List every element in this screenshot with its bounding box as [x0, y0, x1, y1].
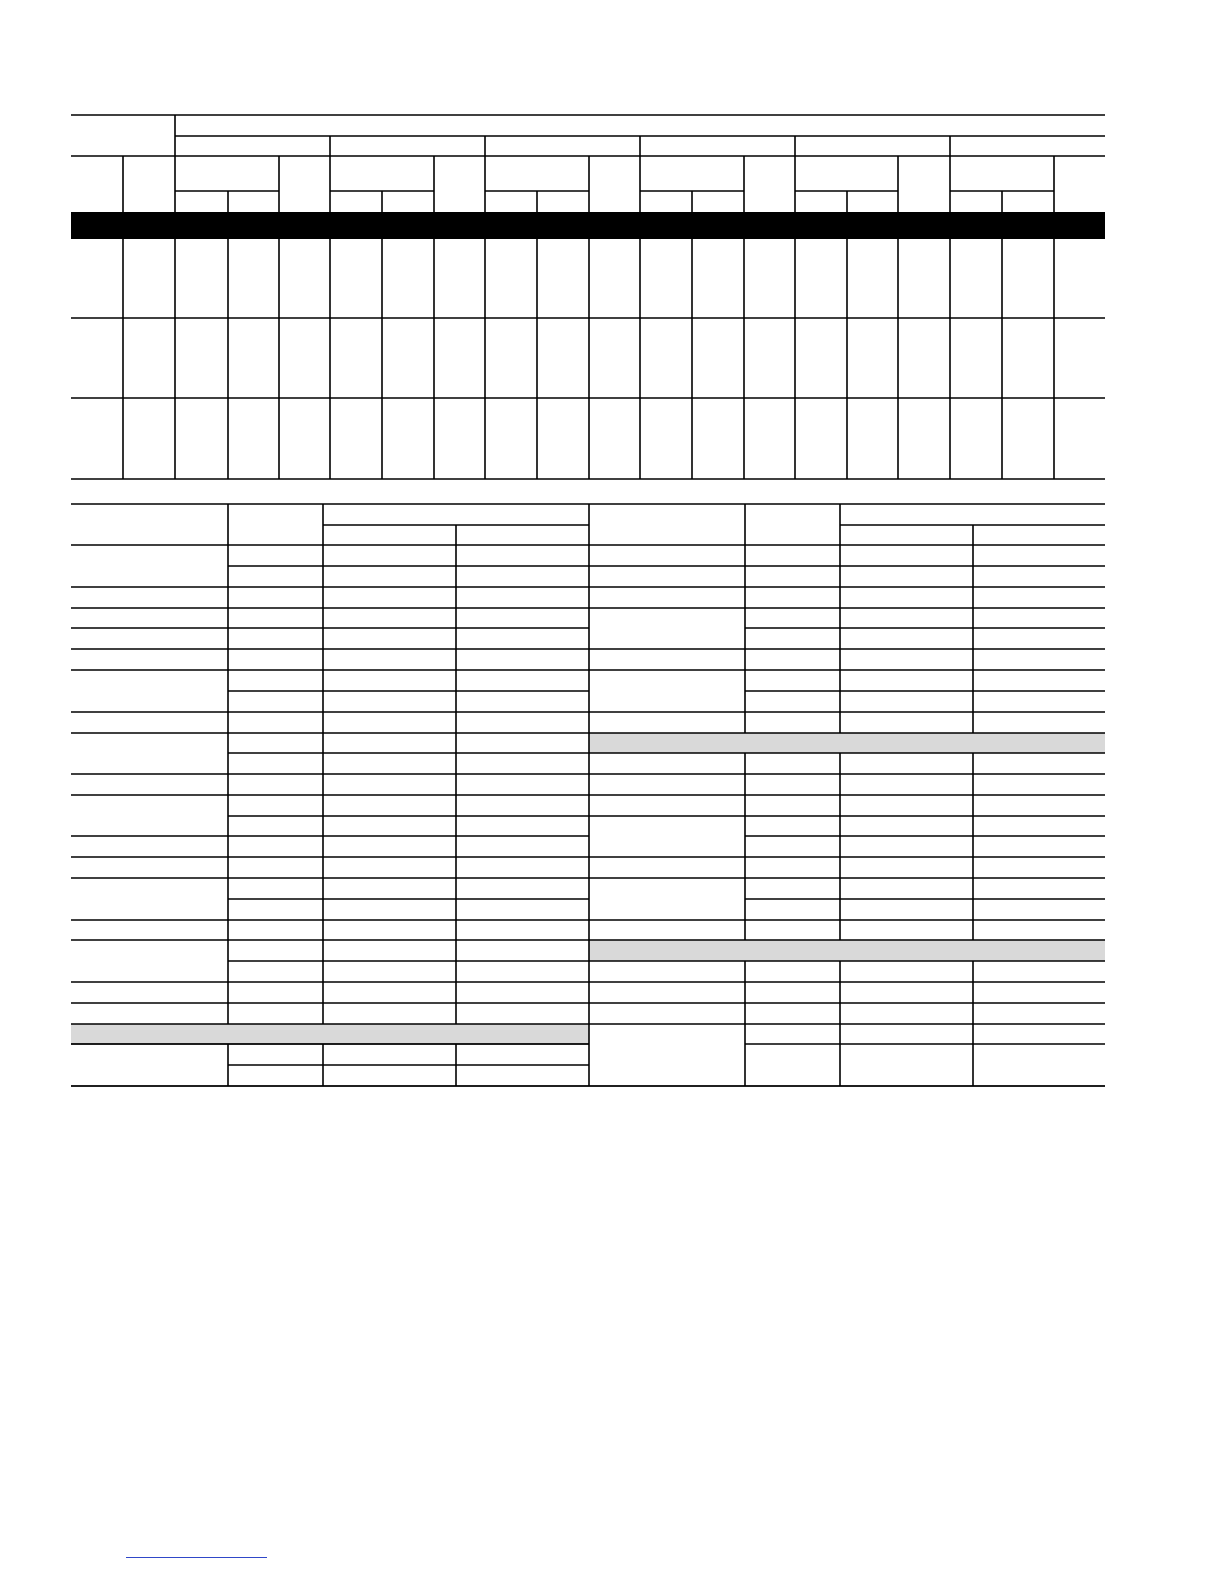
black-band — [71, 212, 1105, 239]
shaded-span — [589, 733, 1105, 753]
shaded-span — [71, 1024, 589, 1044]
footnote-rule — [126, 1557, 267, 1558]
shaded-span — [589, 940, 1105, 961]
